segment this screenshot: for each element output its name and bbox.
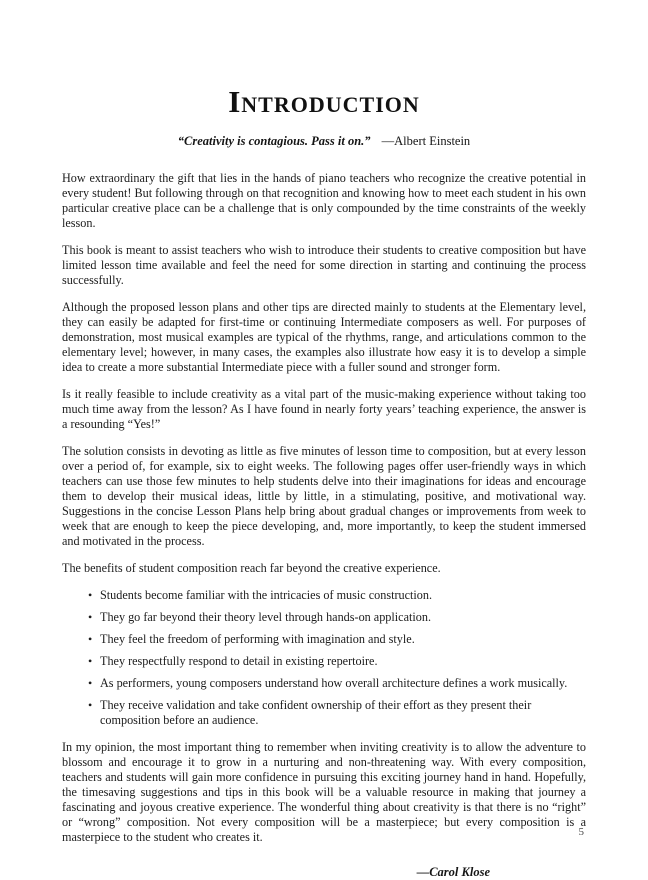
paragraph: This book is meant to assist teachers who wish to introduce their students to creative composition but have limited lesson time available and feel the need for some direction in starting and continuing the process successfully.: [62, 243, 586, 287]
epigraph-attribution: —Albert Einstein: [381, 134, 471, 148]
paragraph: Is it really feasible to include creativity as a vital part of the music-making experience without taking too much time away from the lesson? As I have found in nearly forty years’ teaching experience, the answer is a resounding “Yes!”: [62, 387, 586, 431]
paragraph: The solution consists in devoting as little as five minutes of lesson time to composition, but at every lesson over a period of, for example, six to eight weeks. The following pages offer user-friendly ways in which teachers can use those few minutes to help students delve into their imaginations for ideas and encourage them to develop their musical ideas, little by little, in a stimulating, positive, and motivational way. Suggestions in the concise Lesson Plans help bring about gradual changes or improvements from week to week that are enough to keep the piece developing, and, more importantly, to keep the student immersed and motivated in the process.: [62, 444, 586, 548]
list-item: • They respectfully respond to detail in existing repertoire.: [100, 654, 586, 669]
page-title: Introduction: [228, 84, 420, 119]
author-signature: —Carol Klose: [416, 865, 490, 879]
page-number: 5: [578, 826, 584, 838]
paragraph: The benefits of student composition reach far beyond the creative experience.: [62, 561, 441, 575]
closing-paragraph: In my opinion, the most important thing to remember when inviting creativity is to allow the adventure to blossom and encourage it to grow in a nurturing and non-threatening way. With every composition, teachers and students will gain more confidence in pursuing this exciting journey hand in hand. Hopefully, the timesaving suggestions and tips in this book will be a valuable resource in making that journey a fascinating and joyous creative experience. The wonderful thing about creativity is that there is no “right” or “wrong” composition. Not every composition will be a masterpiece; but every composition is a masterpiece to the student who creates it.: [62, 740, 586, 844]
list-item: • They feel the freedom of performing with imagination and style.: [100, 632, 586, 647]
list-item: • They go far beyond their theory level through hands-on application.: [100, 610, 586, 625]
body-text: [62, 171, 586, 845]
list-item: • Students become familiar with the intricacies of music construction.: [100, 588, 586, 603]
list-item: • They receive validation and take confident ownership of their effort as they present their composition before an audience.: [100, 698, 586, 728]
benefits-list: [62, 588, 586, 728]
paragraph: How extraordinary the gift that lies in the hands of piano teachers who recognize the creative potential in every student! But following through on that recognition and knowing how to meet each student in his own particular creative place can be a challenge that is only compounded by the time constraints of the weekly lesson.: [62, 171, 586, 230]
epigraph: [62, 134, 586, 149]
list-item: • As performers, young composers understand how overall architecture defines a work musically.: [100, 676, 586, 691]
paragraph: Although the proposed lesson plans and other tips are directed mainly to students at the Elementary level, they can easily be adapted for first-time or continuing Intermediate composers as well. For purposes of demonstration, most musical examples are typical of the rhythms, range, and articulations common to the elementary level; however, in many cases, the examples also illustrate how easy it is to develop a simple idea to create a more substantial Intermediate piece with a fuller sound and stronger form.: [62, 300, 586, 374]
epigraph-quote: “Creativity is contagious. Pass it on.”: [177, 134, 371, 148]
